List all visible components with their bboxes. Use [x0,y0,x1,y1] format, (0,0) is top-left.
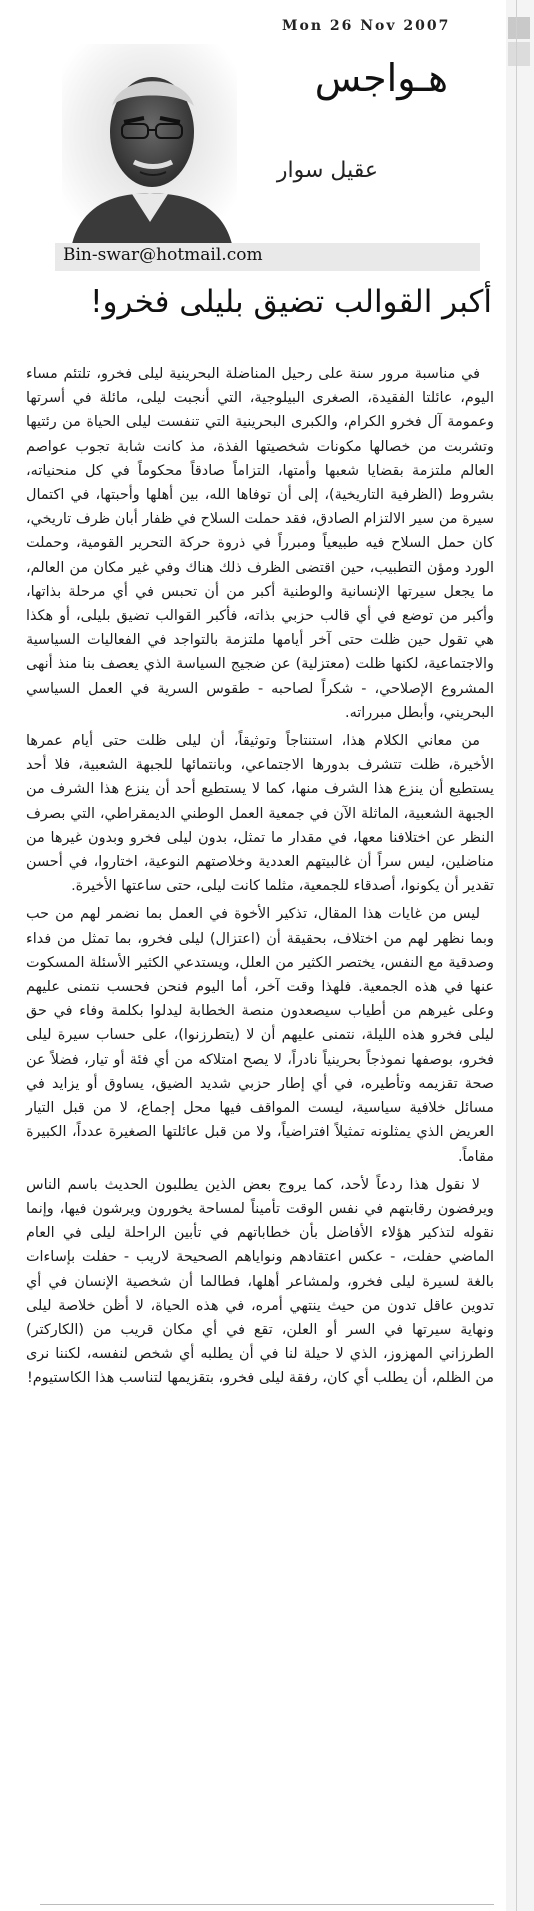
page-sidebar [506,0,534,1911]
article-paragraph: لا نقول هذا ردعاً لأحد، كما يروج بعض الذين يطلبون الحديث باسم الناس ويرفضون رقابتهم في نفس الوقت تأميناً لمساحة يخورون ويرشون فيها، وإنما نقوله لتذكير هؤلاء الأفاضل بأن خطاباتهم في تأبين الراحلة ليلى في العام الماضي حفلت، - عكس اعتقادهم ونواياهم الصحيحة لاريب - حفلت بإساءات بالغة لسيرة ليلى فخرو، ولمشاعر أهلها، فطالما أن شخصية الإنسان في أي تدوين عاقل تدون من حيث ينتهي أمره، في هذه الحياة، لا أظن خلاصة ليلى ونهاية سيرتها في السر أو العلن، تقع في أي مكان قريب من (الكاركتر) الطرزاني المهزوز، الذي لا حيلة لنا في أن يطلبه أي شخص لنفسه، لكننا نرى من الظلم، أن يطلب أي كان، رفقة ليلى فخرو، بتقزيمها لتناسب هذا الكاستيوم! [26,1176,494,1387]
author-portrait-image [62,44,237,244]
article-paragraph: من معاني الكلام هذا، استنتاجاً وتوثيقاً، أن ليلى ظلت حتى أيام عمرها الأخيرة، ظلت تتشرف بدورها الاجتماعي، وبانتمائها للجبهة الشعبية، فلا أحد يستطيع أن ينزع هذا الشرف منها، كما لا يستطيع أحد أن ينزع هذا الشرف من الجبهة الشعبية، الماثلة الآن في جمعية العمل الوطني الديمقراطي، التي بصرف النظر عن اختلافنا معها، في مقدار ما تمثل، بدون ليلى فخرو وبدون غيرها من مناضلين، ليس سراً أن غالبيتهم العددية وخلاصتهم النوعية، اختاروا، في أحسن تقدير أن يكونوا، أصدقاء للجمعية، مثلما كانت ليلى، حتى ساعتها الأخيرة. [26,733,494,895]
column-name: هـواجس [314,56,448,100]
article-paragraph: في مناسبة مرور سنة على رحيل المناضلة البحرينية ليلى فخرو، تلتئم مساء اليوم، عائلتا الفقيدة، الصغرى البيلوجية، التي أنجبت ليلى، مائلة في أسرتها وعمومة آل فخرو الكرام، والكبرى البحرينية التي تنفست ليلى الحياة من رئتيها وتشربت من خصالها مكونات شخصيتها الفذة، مذ كانت شابة تجوب عواصم العالم ملتزمة بقضايا شعبها وأمتها، التزاماً صادقاً محكوماً في كل منحنياته، بشروط (الظرفية التاريخية)، إلى أن توفاها الله، بين أهلها وأحبتها، في اكتمال سيرة من سير الالتزام الصادق، فقد حملت السلاح في ظفار أبان ظرف تاريخي، كان حمل السلاح فيه طبيعياً ومبرراً في ذروة حركة التحرير القومية، وحملت الورد ومؤن التطبيب، حين اقتضى الظرف ذلك هناك وفي غير مكان من العالم، ما يجعل سيرتها الإنسانية والوطنية أكبر من أن تحبس في أي مرحلة بذاتها، وأكبر من توضع في أي قالب حزبي بذاته، فأكبر القوالب تضيق بليلى، أو هكذا هي تقول حين ظلت حتى آخر أيامها ملتزمة بالتواجد في الفعاليات السياسية والاجتماعية، لكنها ظلت (معتزلية) عن ضجيج السياسة الذي يعصف بنا منذ أنهى المشروع الإصلاحي، - شكراً لصاحبه - طقوس السرية في العمل السياسي البحريني، وأبطل مبرراته. [26,366,494,721]
author-name: عقيل سوار [276,158,378,183]
author-email[interactable]: Bin-swar@hotmail.com [63,245,263,265]
sidebar-tab[interactable] [508,17,530,39]
author-portrait [62,44,237,244]
issue-date: Mon 26 Nov 2007 [282,18,451,34]
article-body [26,362,494,1395]
bottom-rule [40,1904,494,1905]
sidebar-tab-secondary[interactable] [508,42,530,66]
article-headline: أكبر القوالب تضيق بليلى فخرو! [90,284,492,320]
article-paragraph: ليس من غايات هذا المقال، تذكير الأخوة في العمل بما نضمر لهم من حب وبما نظهر لهم من اختلاف، بحقيقة أن (اعتزال) ليلى فخرو، بما تمثل من فداء وصدقية مع النفس، يختصر الكثير من العلل، ويستدعي الكثير الأسئلة المسكوت عنها في هذه الجمعية. فلهذا وقت آخر، أما اليوم فنحن فحسب نتمنى عليهم وعلى غيرهم من أطياب سيصعدون منصة الخطابة ليدلوا بكلمة وفاء في حق ليلى فخرو هذه الليلة، نتمنى عليهم أن لا (يتطرزنوا)، على حساب سيرة ليلى فخرو، بوصفها نموذجاً بحرينياً نادراً، لا يصح امتلاكه من أي فئة أو تيار، فضلاً عن صحة تقزيمه وتأطيره، في أي إطار حزبي شديد الضيق، يساوق أو يزايد في مسائل خلافية سياسية، ليست المواقف فيها محل إجماع، لا من قبل التيار العريض الذي يمثلونه تمثيلاً افتراضياً، ولا من قبل عائلتها الصغيرة عدداً، الكبيرة مقاماً. [26,906,494,1165]
column-divider [516,0,517,1911]
